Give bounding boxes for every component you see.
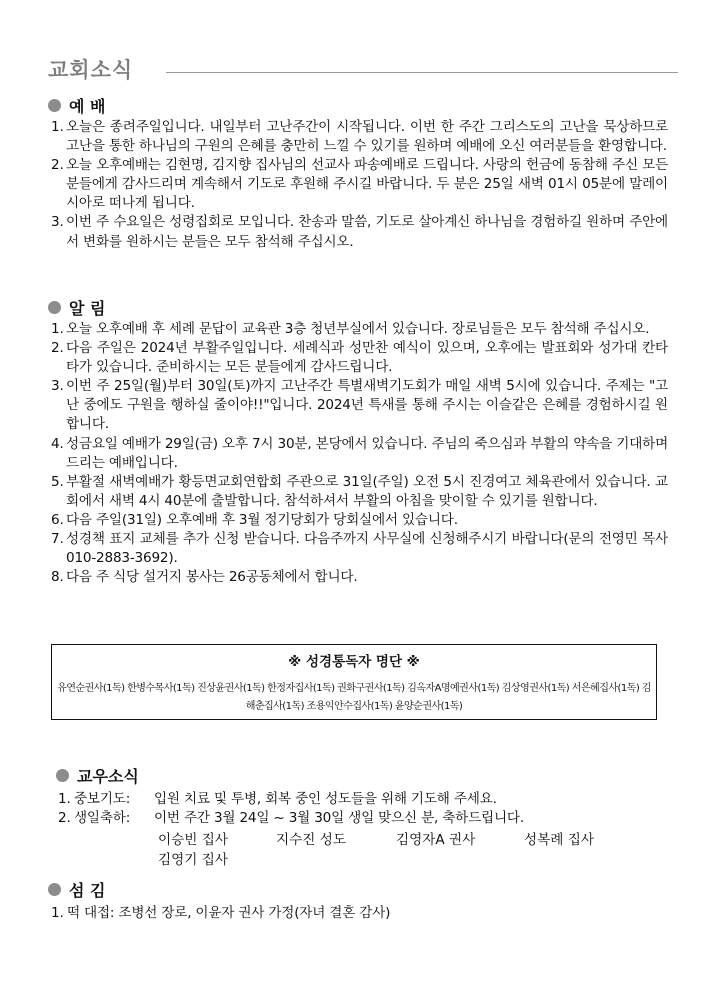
list-item xyxy=(48,473,668,511)
birthday-names-line-2 xyxy=(48,848,668,868)
birthday-name: 성복례 집사 xyxy=(524,832,594,849)
item-number: 1. xyxy=(51,905,64,921)
members-heading xyxy=(56,764,676,788)
item-number: 1. xyxy=(51,119,64,135)
worship-title: 예 배 xyxy=(69,97,106,116)
members-list xyxy=(48,790,668,868)
list-item xyxy=(48,156,668,213)
item-number: 7. xyxy=(51,531,64,548)
birthday-label: 생일축하: xyxy=(74,810,131,827)
list-item xyxy=(48,339,668,377)
list-item xyxy=(48,904,668,923)
list-item xyxy=(48,377,668,434)
list-item xyxy=(48,568,668,587)
service-list xyxy=(48,904,668,923)
item-number: 2. xyxy=(51,157,64,174)
bullet-circle-icon xyxy=(48,99,61,112)
list-item xyxy=(48,435,668,473)
page-title: 교회소식 xyxy=(48,58,134,82)
item-text: 오늘은 종려주일입니다. 내일부터 고난주간이 시작됩니다. 이번 한 주간 그리스도의 고난을 묵상하므로 고난을 통한 하나님의 구원의 은혜를 충만히 느낄 수 있기를 원하며 예배에 오신 여러분들을 환영합니다. xyxy=(66,119,668,155)
birthday-name: 김영자A 권사 xyxy=(396,832,476,849)
list-item xyxy=(48,118,668,156)
worship-section xyxy=(48,94,668,252)
item-number: 2. xyxy=(51,340,64,357)
members-section xyxy=(48,764,668,868)
list-item xyxy=(48,530,668,568)
item-number: 4. xyxy=(51,435,64,452)
item-text: 오늘 오후예배 후 세례 문답이 교육관 3층 청년부실에서 있습니다. 장로님들은 모두 참석해 주십시오. xyxy=(66,321,650,337)
list-item xyxy=(48,213,668,251)
birthday-text: 이번 주간 3월 24일 ~ 3월 30일 생일 맞으신 분, 축하드립니다. xyxy=(154,810,524,827)
header-divider xyxy=(166,72,678,73)
item-text: 이번 주 25일(월)부터 30일(토)까지 고난주간 특별새벽기도회가 매일 새벽 5시에 있습니다. 주제는 "고난 중에도 구원을 행하실 줄이야!!"입니다. 2024년 특새를 통해 주시는 이슬같은 은혜를 경험하시길 원합니다. xyxy=(66,378,668,433)
item-text: 이번 주 수요일은 성령집회로 모입니다. 찬송과 말씀, 기도로 살아계신 하나님을 경험하길 원하며 주안에서 변화를 원하시는 분들은 모두 참석해 주십시오. xyxy=(66,214,668,250)
bullet-circle-icon xyxy=(56,769,69,782)
birthday-name: 김영기 집사 xyxy=(158,852,228,869)
item-number: 3. xyxy=(51,378,64,395)
birthday-row xyxy=(48,809,668,828)
list-item xyxy=(48,320,668,339)
item-number: 1. xyxy=(58,791,71,807)
birthday-name: 이승빈 집사 xyxy=(158,832,228,849)
bullet-circle-icon xyxy=(48,301,61,314)
service-heading xyxy=(48,878,668,902)
notice-title: 알 림 xyxy=(69,299,106,318)
worship-heading xyxy=(48,94,668,118)
item-number: 2. xyxy=(58,810,71,827)
bible-reader-title: ※ 성경통독자 명단 ※ xyxy=(288,654,420,670)
item-number: 5. xyxy=(51,473,64,490)
worship-list xyxy=(48,118,668,252)
notice-list xyxy=(48,320,668,587)
item-number: 8. xyxy=(51,569,64,586)
notice-heading xyxy=(48,296,668,320)
item-number: 6. xyxy=(51,511,64,528)
bible-reader-names: 유연순권사(1독) 한병수목사(1독) 진상윤권사(1독) 한정자집사(1독) 권화구권사(1독) 김옥자A명예권사(1독) 김상영권사(1독) 서은혜집사(1독) 김해춘집사(1독) 조용익안수집사(1독) 윤양순권사(1독) xyxy=(57,683,651,712)
service-title: 섬 김 xyxy=(69,881,106,900)
item-text: 떡 대접: 조병선 장로, 이윤자 권사 가정(자녀 결혼 감사) xyxy=(67,905,391,921)
item-text: 다음 주 식당 설거지 봉사는 26공동체에서 합니다. xyxy=(66,569,358,586)
prayer-text: 입원 치료 및 투병, 회복 중인 성도들을 위해 기도해 주세요. xyxy=(154,791,497,807)
page-header xyxy=(48,54,678,88)
item-text: 성금요일 예배가 29일(금) 오후 7시 30분, 본당에서 있습니다. 주님의 죽으심과 부활의 약속을 기대하며 드리는 예배입니다. xyxy=(66,435,668,471)
item-number: 3. xyxy=(51,214,64,231)
prayer-row xyxy=(48,790,668,809)
birthday-names-line-1 xyxy=(48,828,668,848)
item-text: 부활절 새벽예배가 황등면교회연합회 주관으로 31일(주일) 오전 5시 진경여고 체육관에서 있습니다. 교회에서 새벽 4시 40분에 출발합니다. 참석하셔서 부활의 아침을 맞이할 수 있기를 원합니다. xyxy=(66,473,668,509)
item-text: 오늘 오후예배는 김현명, 김지향 집사님의 선교사 파송예배로 드립니다. 사랑의 헌금에 동참해 주신 모든 분들에게 감사드리며 계속해서 기도로 후원해 주시길 바랍니다. 두 분은 25일 새벽 01시 05분에 말레이시아로 떠나게 됩니다. xyxy=(66,157,668,212)
notice-section xyxy=(48,296,668,587)
item-text: 성경책 표지 교체를 추가 신청 받습니다. 다음주까지 사무실에 신청해주시기 바랍니다(문의 전영민 목사 010-2883-3692). xyxy=(66,531,668,567)
list-item xyxy=(48,511,668,530)
item-text: 다음 주일은 2024년 부활주일입니다. 세례식과 성만찬 예식이 있으며, 오후에는 발표회와 성가대 칸타타가 있습니다. 준비하시는 모든 분들에게 감사드립니다. xyxy=(66,340,668,376)
birthday-name: 지수진 성도 xyxy=(276,832,346,849)
item-text: 다음 주일(31일) 오후예배 후 3월 정기당회가 당회실에서 있습니다. xyxy=(66,511,458,528)
service-section xyxy=(48,878,668,923)
item-number: 1. xyxy=(51,321,64,337)
members-title: 교우소식 xyxy=(77,767,139,786)
prayer-label: 중보기도: xyxy=(74,791,131,807)
bible-reader-box xyxy=(51,644,657,720)
bullet-circle-icon xyxy=(48,883,61,896)
